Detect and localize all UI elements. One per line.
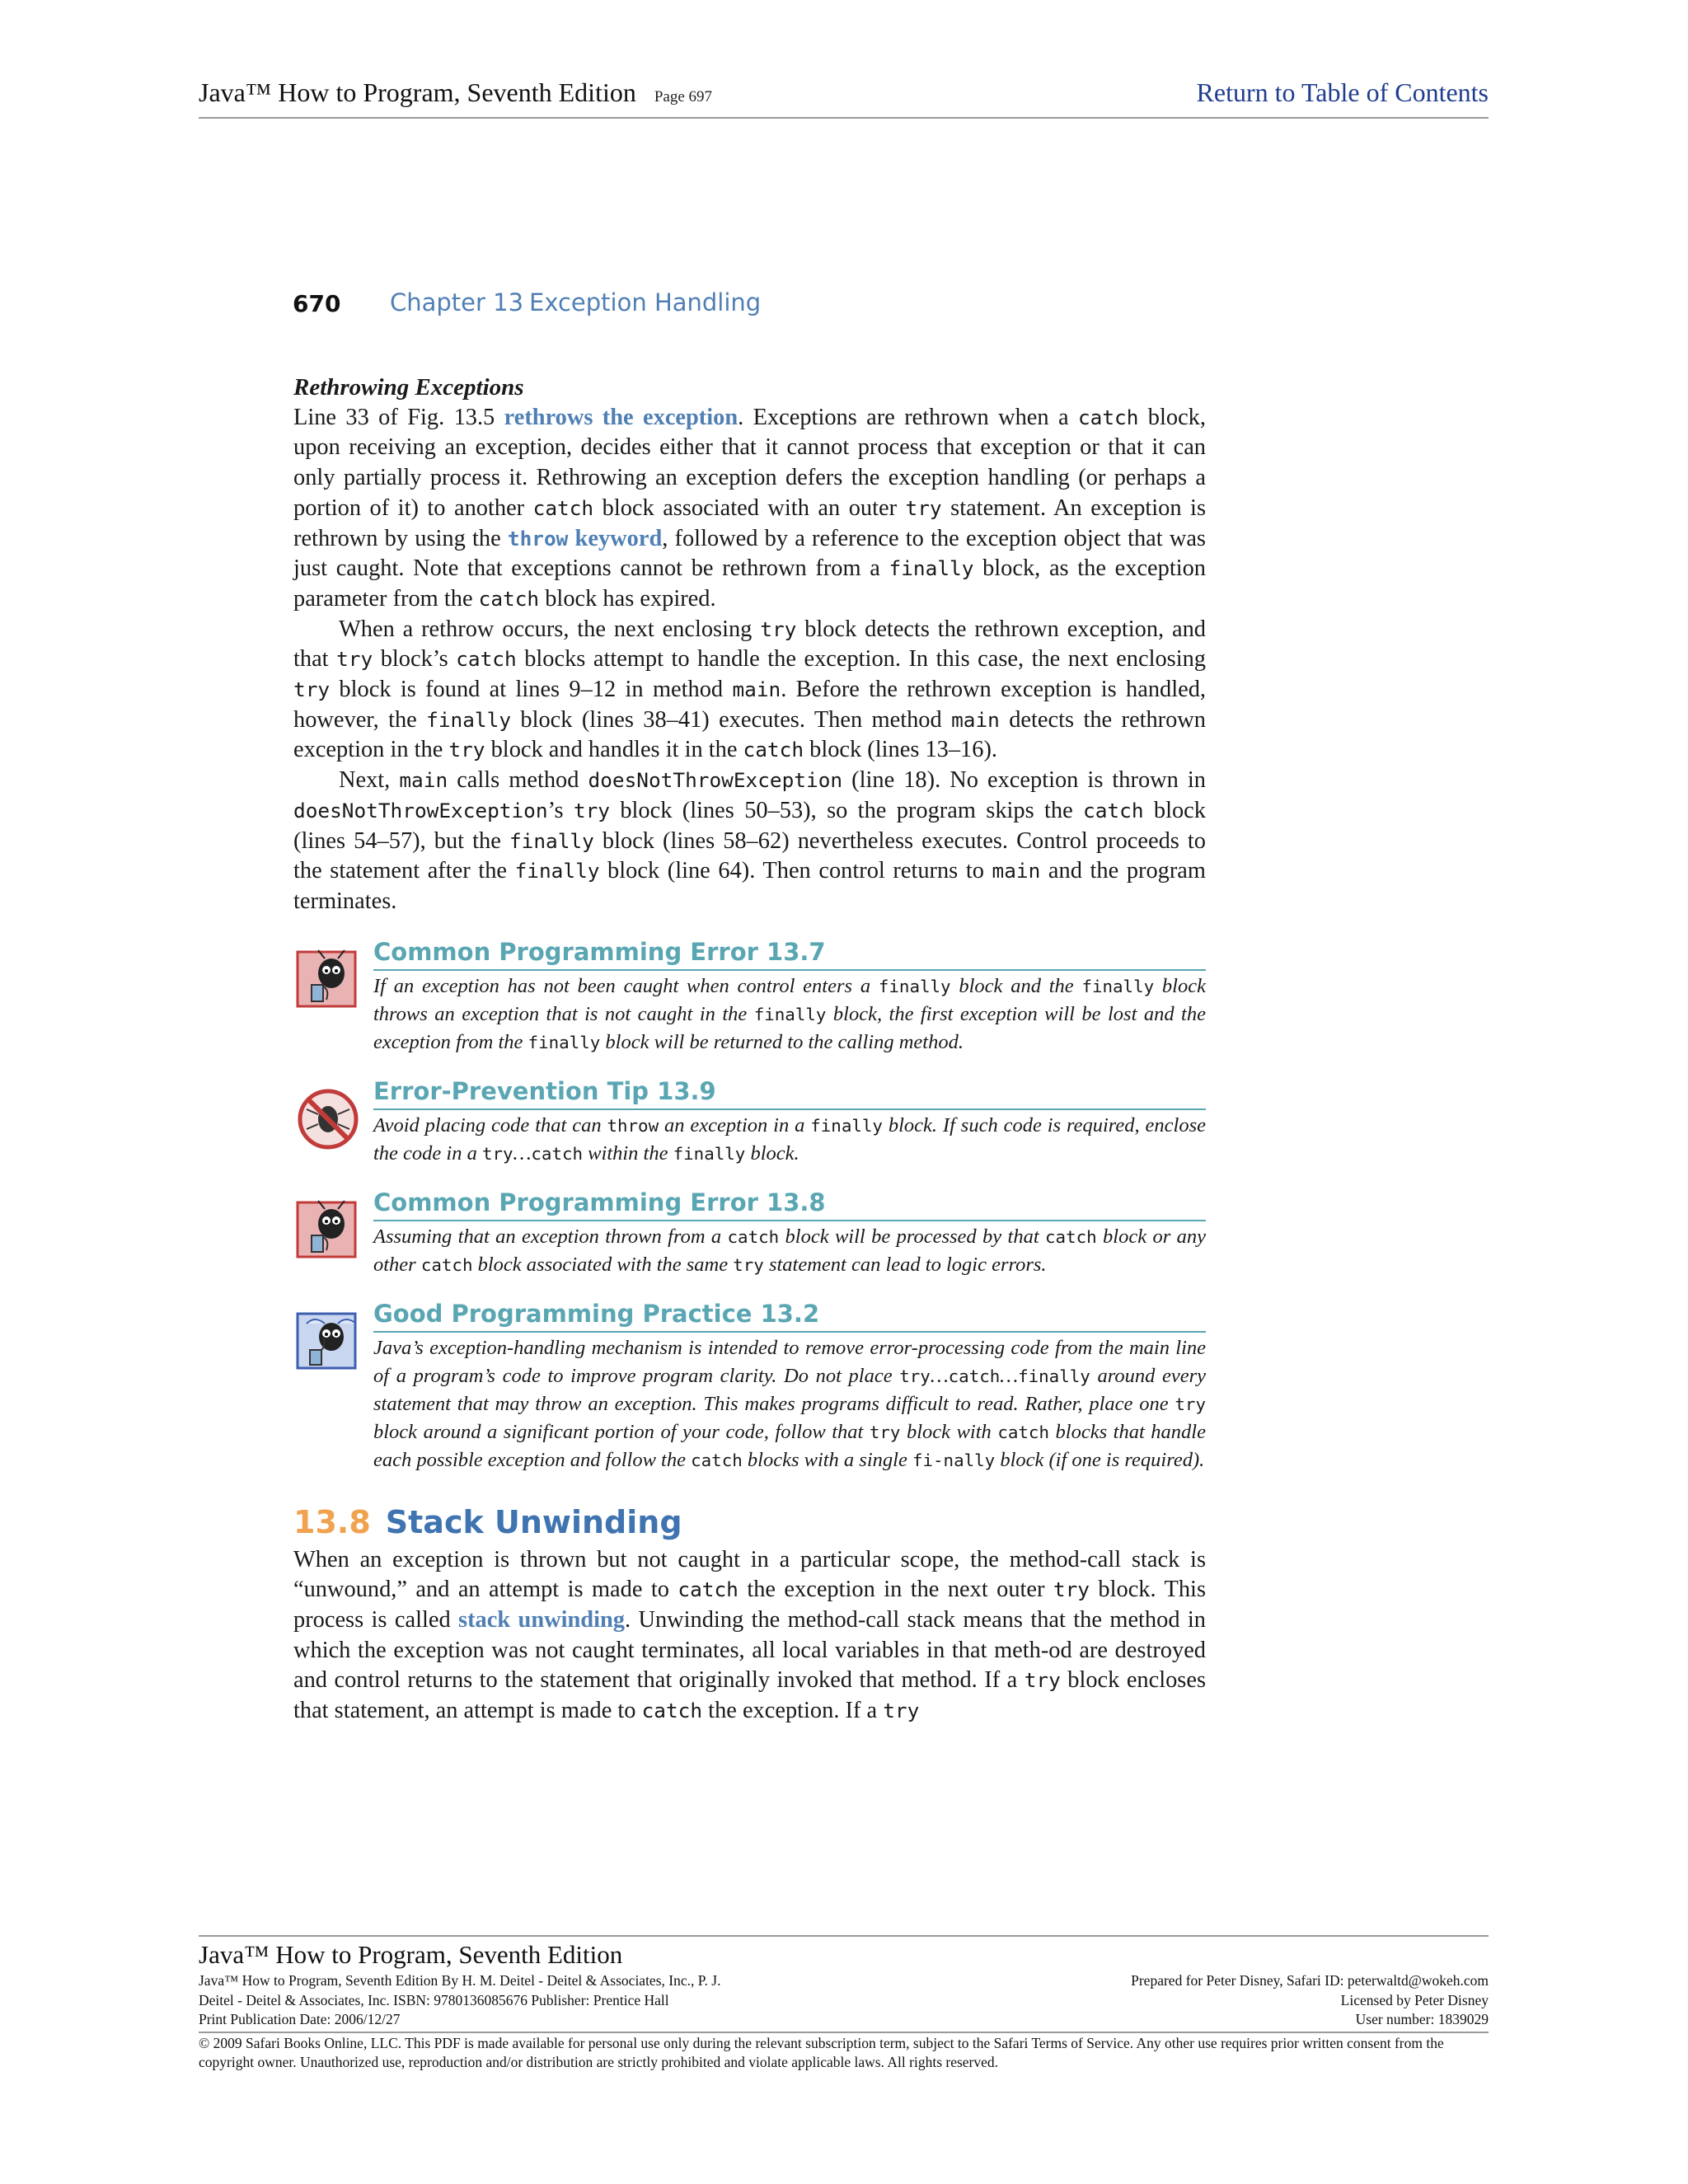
inline-code: catch	[678, 1577, 738, 1602]
inline-code: catch	[532, 495, 594, 520]
inline-code: doesNotThrowException	[293, 798, 548, 823]
section-heading	[293, 1502, 1206, 1542]
key-term: keyword	[568, 525, 663, 551]
section-title: Stack Unwinding	[385, 1503, 682, 1540]
inline-code: catch	[1045, 1226, 1097, 1247]
inline-code: finally	[810, 1115, 883, 1136]
inline-code: try	[869, 1422, 901, 1442]
inline-code: throw	[607, 1115, 659, 1136]
subheading-rethrowing-exceptions: Rethrowing Exceptions	[293, 374, 524, 401]
tip-title: Error-Prevention Tip 13.9	[373, 1075, 1206, 1110]
inline-code: try	[573, 798, 610, 823]
footer-title: Java™ How to Program, Seventh Edition	[199, 1940, 623, 1969]
inline-code: try	[905, 495, 942, 520]
bug-thumbs-down-icon	[295, 945, 363, 1013]
paragraph-stack-unwinding: When an exception is thrown but not caught in a particular scope, the method-call stack is “unwound,” and an attempt is made to catch the exception in the next outer try block. This process is called stack unwinding. Unwinding the method-call stack means that the method in which the exception was not caught terminates, all local variables in that meth-od are destroyed and control returns to the statement that originally invoked that method. If a try block encloses that statement, an attempt is made to catch the exception. If a try	[293, 1546, 1206, 1724]
chapter-label: Chapter 13	[390, 288, 524, 316]
inline-code: main	[992, 859, 1041, 883]
paragraph-rethrowing-3: Next, main calls method doesNotThrowException (line 18). No exception is thrown in doesNotThrowException’s try block (lines 50–53), so the program skips the catch block (lines 54–57), but the finally block (lines 58–62) nevertheless executes. Control proceeds to the statement after the finally block (line 64). Then control returns to main and the program terminates.	[293, 767, 1206, 914]
inline-code: main	[399, 768, 448, 793]
inline-code: catch	[641, 1699, 703, 1723]
page-header	[199, 74, 1489, 119]
footer-licensed-by: Licensed by Peter Disney	[1340, 1991, 1489, 2008]
footer-publication-date: Print Publication Date: 2006/12/27	[199, 2011, 401, 2027]
paragraph-rethrowing-1: Line 33 of Fig. 13.5 rethrows the exception. Exceptions are rethrown when a catch block, upon receiving an exception, decides either that it cannot process that exception or that it can only partially process it. Rethrowing an exception defers the exception handling (or perhaps a portion of it) to another catch block associated with an outer try statement. An exception is rethrown by using the throw keyword, followed by a reference to the exception object that was just caught. Note that exceptions cannot be rethrown from a finally block, as the exception parameter from the catch block has expired.	[293, 404, 1207, 612]
inline-code: finally	[509, 828, 594, 853]
tip-common-programming-error-13-8	[293, 1186, 1206, 1279]
inline-code: finally	[878, 976, 951, 996]
inline-code: catch	[691, 1450, 743, 1470]
inline-code: finally	[528, 1032, 601, 1052]
inline-code: try	[482, 1143, 513, 1164]
tip-body: If an exception has not been caught when control enters a finally block and the finally block throws an exception that is not caught in the finally block, the first exception will be lost and the exception from the finally block will be returned to the calling method.	[373, 974, 1206, 1053]
inline-code: try	[733, 1254, 764, 1275]
book-title: Java™ How to Program, Seventh Edition Page 697	[199, 77, 713, 107]
inline-code: catch	[948, 1366, 1001, 1386]
inline-code: try	[1175, 1394, 1206, 1414]
key-term: rethrows the exception	[504, 404, 738, 430]
bug-thumbs-down-icon	[295, 1196, 363, 1263]
inline-code: catch	[420, 1254, 473, 1275]
inline-code: fi-nally	[912, 1450, 996, 1470]
running-head	[293, 288, 1199, 325]
inline-code: try	[448, 738, 485, 762]
tip-title: Good Programming Practice 13.2	[373, 1297, 1206, 1333]
footer-prepared-for: Prepared for Peter Disney, Safari ID: peterwaltd@wokeh.com	[1131, 1972, 1489, 1989]
inline-code: catch	[1083, 798, 1144, 823]
inline-code: try	[336, 647, 373, 672]
footer-book-info: Java™ How to Program, Seventh Edition By H. M. Deitel - Deitel & Associates, Inc., P. J.	[199, 1972, 721, 1989]
inline-code: catch	[743, 738, 804, 762]
bug-thumbs-up-icon	[295, 1307, 363, 1375]
footer-row	[199, 2010, 1489, 2030]
tip-title: Common Programming Error 13.8	[373, 1186, 1206, 1221]
section-number: 13.8	[293, 1503, 371, 1540]
inline-code: catch	[997, 1422, 1049, 1442]
key-term: throw	[507, 526, 569, 551]
paragraph-rethrowing-2: When a rethrow occurs, the next enclosing try block detects the rethrown exception, and that try block’s catch blocks attempt to handle the exception. In this case, the next enclosing try block is found at lines 9–12 in method main. Before the rethrown exception is handled, however, the finally block (lines 38–41) executes. Then method main detects the rethrown exception in the try block and handles it in the catch block (lines 13–16).	[293, 616, 1206, 763]
inline-code: catch	[456, 647, 517, 672]
chapter-title: Exception Handling	[529, 288, 762, 316]
tip-common-programming-error-13-7	[293, 935, 1206, 1057]
tip-title: Common Programming Error 13.7	[373, 935, 1206, 971]
return-to-toc-link[interactable]: Return to Table of Contents	[1196, 77, 1489, 107]
key-term: stack unwinding	[458, 1607, 625, 1633]
footer-user-number: User number: 1839029	[1355, 2011, 1489, 2027]
inline-code: finally	[753, 1004, 827, 1024]
inline-code: catch	[727, 1226, 780, 1247]
tip-error-prevention-13-9	[293, 1075, 1206, 1168]
tip-good-programming-practice-13-2	[293, 1297, 1206, 1474]
inline-code: try	[293, 677, 331, 702]
footer-copyright: © 2009 Safari Books Online, LLC. This PDF is made available for personal use only during the relevant subscription term, subject to the Safari Terms of Service. Any other use requires prior written consent from the copyright owner. Unauthorized use, reproduction and/or distribution are strictly prohibited and violate applicable laws. All rights reserved.	[199, 2032, 1489, 2073]
footer-isbn-publisher: Deitel - Deitel & Associates, Inc. ISBN: 9780136085676 Publisher: Prentice Hall	[199, 1991, 669, 2008]
inline-code: main	[951, 707, 1000, 732]
no-bug-icon	[295, 1085, 363, 1152]
inline-code: finally	[889, 556, 974, 581]
footer-row	[199, 1991, 1489, 2011]
inline-code: catch	[478, 586, 540, 611]
inline-code: finally	[673, 1143, 746, 1164]
inline-code: try	[1024, 1668, 1061, 1693]
inline-code: main	[732, 677, 781, 702]
page-footer	[199, 1935, 1489, 2073]
printed-page-number: 670	[293, 290, 341, 317]
inline-code: catch	[1077, 405, 1139, 429]
inline-code: finally	[426, 707, 512, 732]
inline-code: try	[883, 1699, 920, 1723]
inline-code: try	[899, 1366, 931, 1386]
main-content	[293, 373, 1206, 1727]
inline-code: try	[760, 616, 797, 641]
inline-code: try	[1053, 1577, 1090, 1602]
tip-body: Assuming that an exception thrown from a catch block will be processed by that catch block or any other catch block associated with the same try statement can lead to logic errors.	[373, 1225, 1206, 1276]
inline-code: finally	[1081, 976, 1155, 996]
footer-row	[199, 1971, 1489, 1991]
inline-code: doesNotThrowException	[588, 768, 843, 793]
tip-body: Avoid placing code that can throw an exception in a finally block. If such code is required, enclose the code in a try…catch within the finally block.	[373, 1113, 1206, 1165]
inline-code: catch	[531, 1143, 584, 1164]
page-label: Page 697	[654, 88, 713, 105]
tip-body: Java’s exception-handling mechanism is intended to remove error-processing code from the main line of a program’s code to improve program clarity. Do not place try…catch…finally around every statement that may throw an exception. This makes programs difficult to read. Rather, place one try block around a significant portion of your code, follow that try block with catch blocks that handle each possible exception and follow the catch blocks with a single fi-nally block (if one is required).	[373, 1336, 1206, 1471]
inline-code: finally	[514, 859, 600, 883]
inline-code: finally	[1018, 1366, 1090, 1386]
